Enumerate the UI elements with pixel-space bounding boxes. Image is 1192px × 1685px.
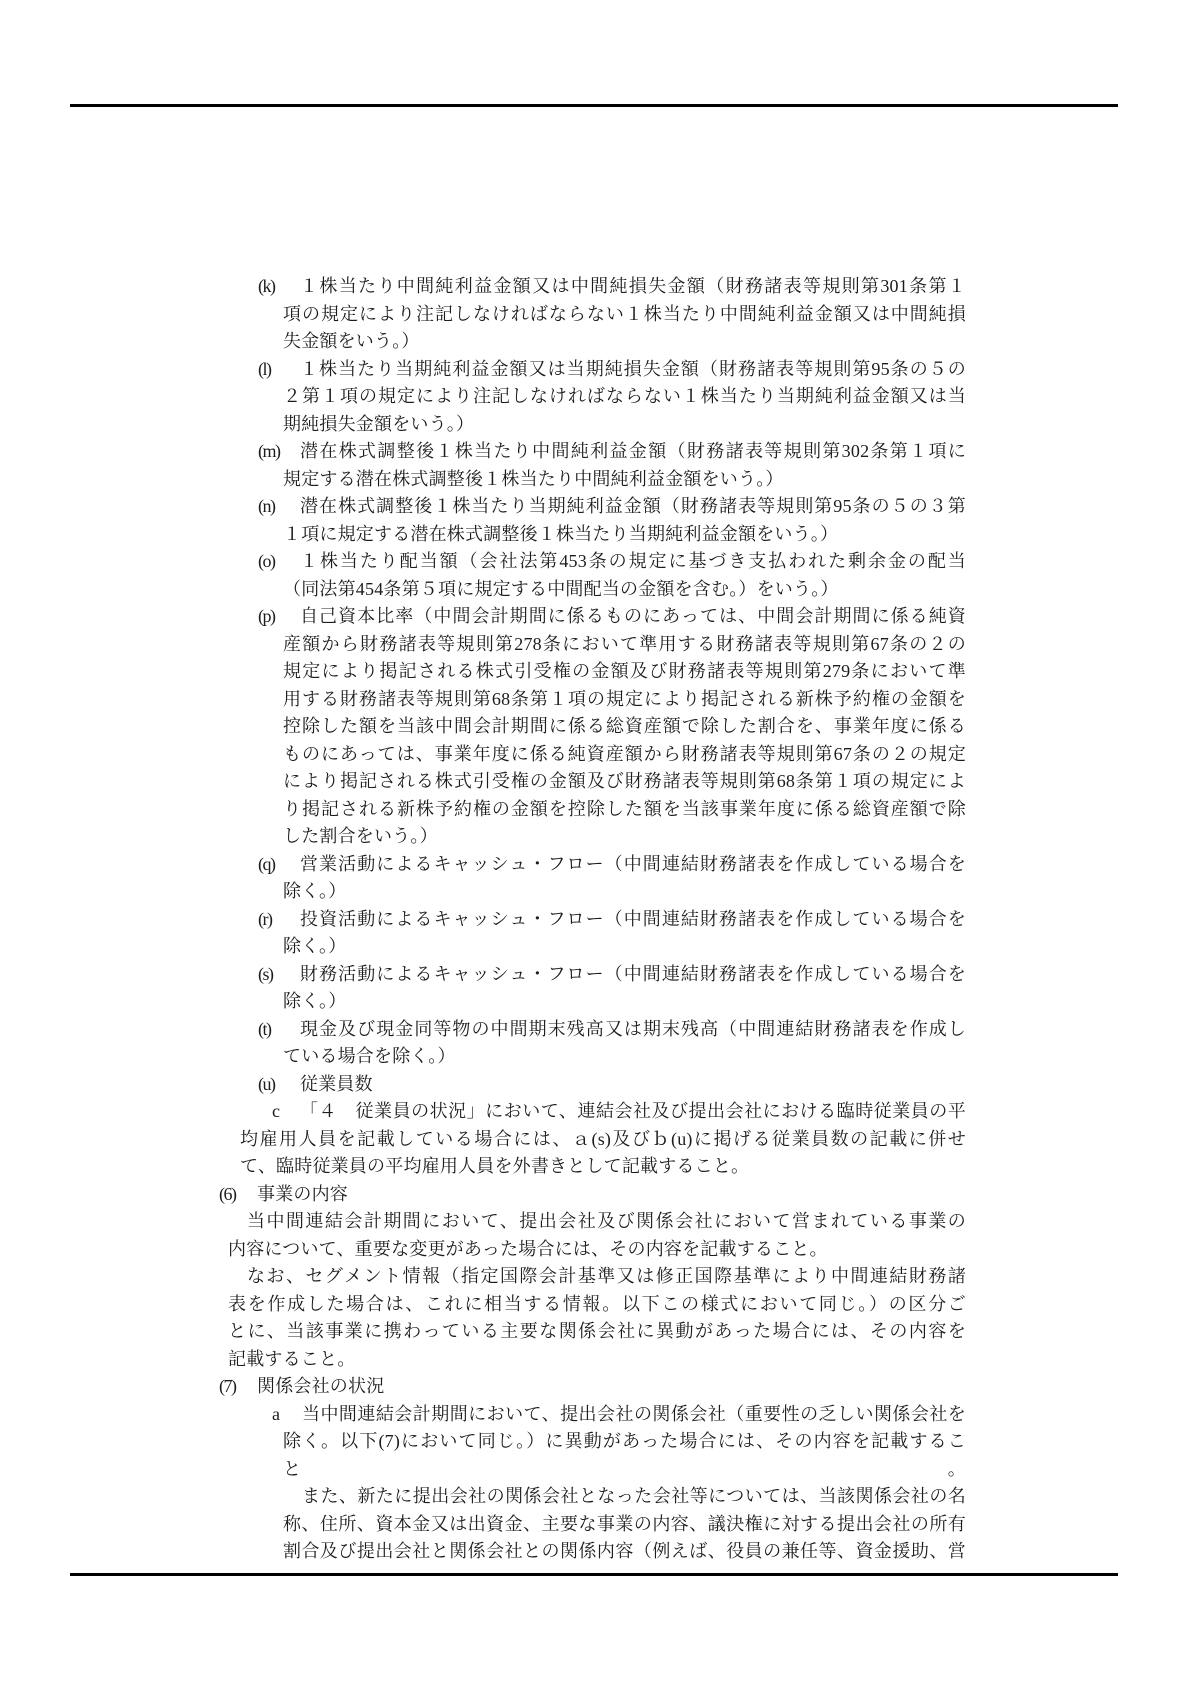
item-marker: (r) xyxy=(258,908,272,929)
item-marker: (n) xyxy=(258,496,275,516)
text-line: 割合及び提出会社と関係会社との関係内容（例えば、役員の兼任等、資金援助、営 xyxy=(283,1541,966,1561)
text-line: 当中間連結会計期間において、提出会社及び関係会社において営まれている事業の xyxy=(247,1211,966,1231)
item-marker: (p) xyxy=(258,606,275,626)
text-line: て、臨時従業員の平均雇用人員を外書きとして記載すること。 xyxy=(240,1156,750,1176)
text-line: した割合をいう。） xyxy=(283,826,438,846)
text-line: 表を作成した場合は、これに相当する情報。以下この様式において同じ。）の区分ご xyxy=(228,1293,966,1314)
text-line: 除く。以下(7)において同じ。）に異動があった場合には、その内容を記載すること。 xyxy=(283,1431,966,1479)
item-marker: (t) xyxy=(258,1018,271,1039)
text-line: (k) １株当たり中間純利益金額又は中間純損失金額（財務諸表等規則第301条第１ xyxy=(300,273,966,301)
text-line: (n) 潜在株式調整後１株当たり当期純利益金額（財務諸表等規則第95条の５の３第 xyxy=(300,493,966,521)
text-line: １項に規定する潜在株式調整後１株当たり当期純利益金額をいう。） xyxy=(283,523,839,544)
text-line: (u) 従業員数 xyxy=(300,1071,966,1099)
item-marker: (q) xyxy=(258,853,275,874)
text-line: 称、住所、資本金又は出資金、主要な事業の内容、議決権に対する提出会社の所有 xyxy=(283,1513,966,1534)
text-line: 失金額をいう。） xyxy=(283,331,420,351)
text-line: 除く。） xyxy=(283,936,347,956)
text-line: 規定により掲記される株式引受権の金額及び財務諸表等規則第279条において準 xyxy=(283,661,966,681)
text-line: とに、当該事業に携わっている主要な関係会社に異動があった場合には、その内容を xyxy=(228,1321,966,1341)
page-top-rule xyxy=(70,104,1118,107)
text-line: なお、セグメント情報（指定国際会計基準又は修正国際基準により中間連結財務諸 xyxy=(247,1266,966,1286)
text-line: 除く。） xyxy=(283,881,347,901)
page-bottom-rule xyxy=(70,1573,1118,1576)
item-marker: (k) xyxy=(258,276,275,296)
item-marker: (m) xyxy=(258,441,280,461)
text-line: 内容について、重要な変更があった場合には、その内容を記載すること。 xyxy=(228,1238,828,1259)
text-line: (t) 現金及び現金同等物の中間期末残高又は期末残高（中間連結財務諸表を作成し xyxy=(300,1016,966,1044)
text-line: ２第１項の規定により注記しなければならない１株当たり当期純利益金額又は当 xyxy=(283,386,966,406)
text-line: 記載すること。 xyxy=(228,1348,356,1369)
text-line: (o) １株当たり配当額（会社法第453条の規定に基づき支払われた剰余金の配当 xyxy=(300,548,966,576)
item-marker: (7) xyxy=(219,1376,236,1396)
text-line: a 当中間連結会計期間において、提出会社の関係会社（重要性の乏しい関係会社を xyxy=(302,1401,966,1429)
document-body-text xyxy=(219,273,966,1566)
text-line: (m) 潜在株式調整後１株当たり中間純利益金額（財務諸表等規則第302条第１項に xyxy=(300,438,966,466)
item-marker: (l) xyxy=(258,358,271,379)
text-line: (s) 財務活動によるキャッシュ・フロー（中間連結財務諸表を作成している場合を xyxy=(300,961,966,989)
text-line: 項の規定により注記しなければならない１株当たり中間純利益金額又は中間純損 xyxy=(283,303,966,324)
text-line: により掲記される株式引受権の金額及び財務諸表等規則第68条第１項の規定によ xyxy=(283,771,966,791)
text-line: また、新たに提出会社の関係会社となった会社等については、当該関係会社の名 xyxy=(302,1486,966,1506)
item-marker: (u) xyxy=(258,1073,275,1094)
text-line: (6) 事業の内容 xyxy=(257,1181,966,1209)
text-line: 控除した額を当該中間会計期間に係る総資産額で除した割合を、事業年度に係る xyxy=(283,716,966,736)
text-line: 均雇用人員を記載している場合には、ａ(s)及びｂ(u)に掲げる従業員数の記載に併せ xyxy=(240,1128,966,1149)
text-line: (q) 営業活動によるキャッシュ・フロー（中間連結財務諸表を作成している場合を xyxy=(300,851,966,879)
text-line: (r) 投資活動によるキャッシュ・フロー（中間連結財務諸表を作成している場合を xyxy=(300,906,966,934)
text-line: ている場合を除く。） xyxy=(283,1046,456,1066)
text-line: 規定する潜在株式調整後１株当たり中間純利益金額をいう。） xyxy=(283,468,784,489)
text-line: (l) １株当たり当期純利益金額又は当期純損失金額（財務諸表等規則第95条の５の xyxy=(300,356,966,384)
text-line: 除く。） xyxy=(283,991,347,1011)
text-line: ものにあっては、事業年度に係る純資産額から財務諸表等規則第67条の２の規定 xyxy=(283,743,966,764)
item-marker: (o) xyxy=(258,551,275,571)
text-line: （同法第454条第５項に規定する中間配当の金額を含む。）をいう。） xyxy=(283,578,839,599)
text-line: (p) 自己資本比率（中間会計期間に係るものにあっては、中間会計期間に係る純資 xyxy=(300,603,966,631)
text-line: り掲記される新株予約権の金額を控除した額を当該事業年度に係る総資産額で除 xyxy=(283,798,966,819)
text-line: 用する財務諸表等規則第68条第１項の規定により掲記される新株予約権の金額を xyxy=(283,688,966,709)
item-marker: (s) xyxy=(258,963,273,984)
text-line: 期純損失金額をいう。） xyxy=(283,413,475,434)
text-line: (7) 関係会社の状況 xyxy=(257,1373,966,1401)
item-marker: a xyxy=(272,1403,279,1424)
text-line: c 「４ 従業員の状況」において、連結会社及び提出会社における臨時従業員の平 xyxy=(300,1098,966,1126)
item-marker: (6) xyxy=(219,1183,236,1204)
item-marker: c xyxy=(272,1101,279,1121)
text-line: 産額から財務諸表等規則第278条において準用する財務諸表等規則第67条の２の xyxy=(283,633,966,654)
